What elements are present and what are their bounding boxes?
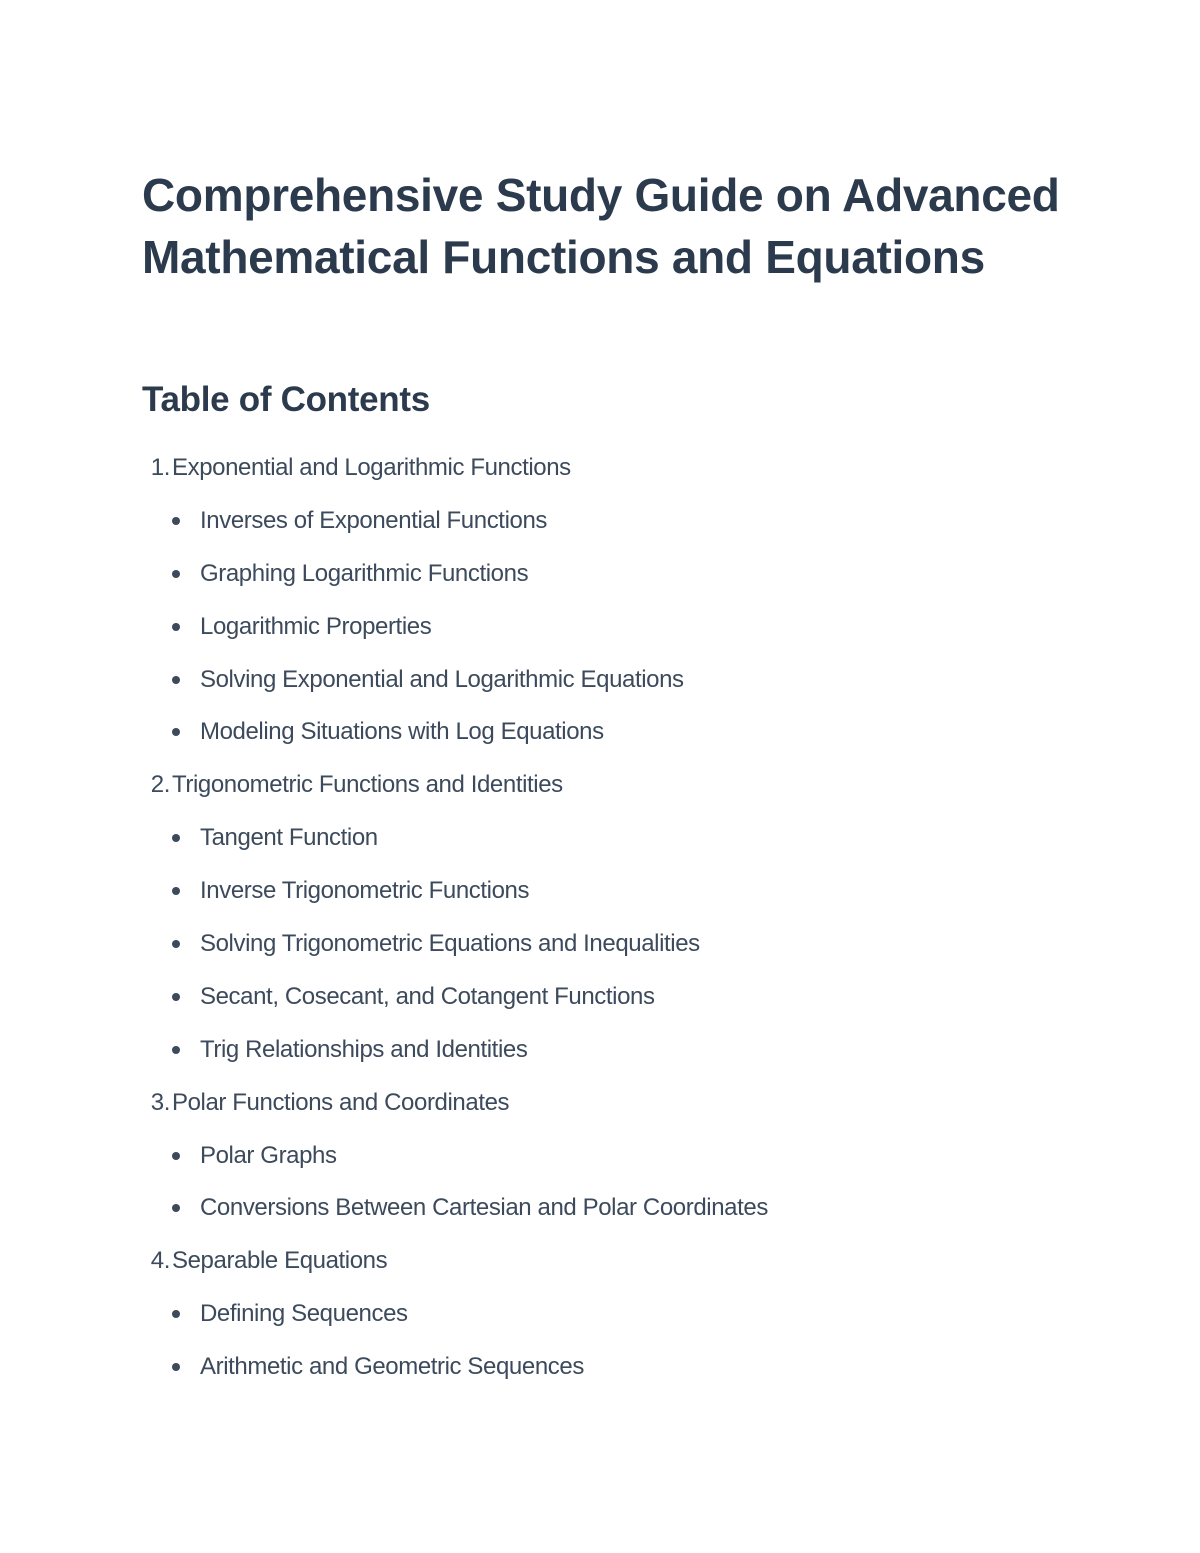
bullet-icon (172, 623, 180, 631)
toc-section-number: 4. (150, 1247, 170, 1275)
toc-heading: Table of Contents (142, 380, 430, 419)
toc-section-label: Polar Functions and Coordinates (172, 1088, 510, 1116)
toc-subsection-label: Graphing Logarithmic Functions (200, 559, 529, 587)
toc-subsection[interactable] (142, 818, 768, 871)
toc-subsection[interactable] (142, 1294, 768, 1347)
toc-section[interactable] (142, 1083, 768, 1136)
toc-subsection-label: Trig Relationships and Identities (200, 1035, 528, 1063)
toc-section[interactable] (142, 765, 768, 818)
bullet-icon (172, 1363, 180, 1371)
toc-subsection-label: Polar Graphs (200, 1141, 337, 1169)
toc-subsection[interactable] (142, 1030, 768, 1083)
toc-subsection-label: Logarithmic Properties (200, 612, 432, 640)
toc-subsection-label: Secant, Cosecant, and Cotangent Functions (200, 982, 655, 1010)
toc-subsection[interactable] (142, 712, 768, 765)
table-of-contents (142, 448, 768, 1400)
toc-subsection-label: Conversions Between Cartesian and Polar Coordinates (200, 1194, 768, 1222)
toc-subsection[interactable] (142, 1347, 768, 1400)
bullet-icon (172, 1310, 180, 1318)
toc-section-number: 1. (150, 454, 170, 481)
bullet-icon (172, 676, 180, 684)
toc-section[interactable] (142, 448, 768, 501)
toc-subsection[interactable] (142, 607, 768, 660)
toc-section-label: Exponential and Logarithmic Functions (172, 454, 571, 481)
toc-section-number: 3. (150, 1088, 170, 1116)
toc-subsection-label: Arithmetic and Geometric Sequences (200, 1353, 584, 1381)
toc-subsection-label: Inverse Trigonometric Functions (200, 877, 530, 905)
toc-subsection[interactable] (142, 924, 768, 977)
bullet-icon (172, 1152, 180, 1160)
toc-subsection[interactable] (142, 660, 768, 713)
toc-subsection[interactable] (142, 977, 768, 1030)
toc-subsection-label: Defining Sequences (200, 1300, 408, 1328)
toc-subsection-label: Modeling Situations with Log Equations (200, 718, 604, 746)
bullet-icon (172, 570, 180, 578)
toc-section-label: Trigonometric Functions and Identities (172, 771, 563, 799)
toc-subsection[interactable] (142, 554, 768, 607)
bullet-icon (172, 1204, 180, 1212)
toc-section-label: Separable Equations (172, 1247, 388, 1275)
bullet-icon (172, 993, 180, 1001)
toc-subsection-label: Solving Trigonometric Equations and Inequalities (200, 930, 700, 958)
toc-subsection[interactable] (142, 501, 768, 554)
toc-subsection[interactable] (142, 871, 768, 924)
toc-section-number: 2. (150, 771, 170, 799)
bullet-icon (172, 834, 180, 842)
bullet-icon (172, 940, 180, 948)
bullet-icon (172, 1046, 180, 1054)
toc-subsection-label: Solving Exponential and Logarithmic Equations (200, 665, 684, 693)
toc-subsection-label: Tangent Function (200, 824, 378, 852)
bullet-icon (172, 887, 180, 895)
bullet-icon (172, 517, 180, 525)
toc-subsection-label: Inverses of Exponential Functions (200, 506, 547, 534)
page-title: Comprehensive Study Guide on Advanced Mathematical Functions and Equations (142, 169, 1060, 283)
bullet-icon (172, 728, 180, 736)
toc-subsection[interactable] (142, 1188, 768, 1241)
toc-section[interactable] (142, 1241, 768, 1294)
toc-subsection[interactable] (142, 1136, 768, 1189)
